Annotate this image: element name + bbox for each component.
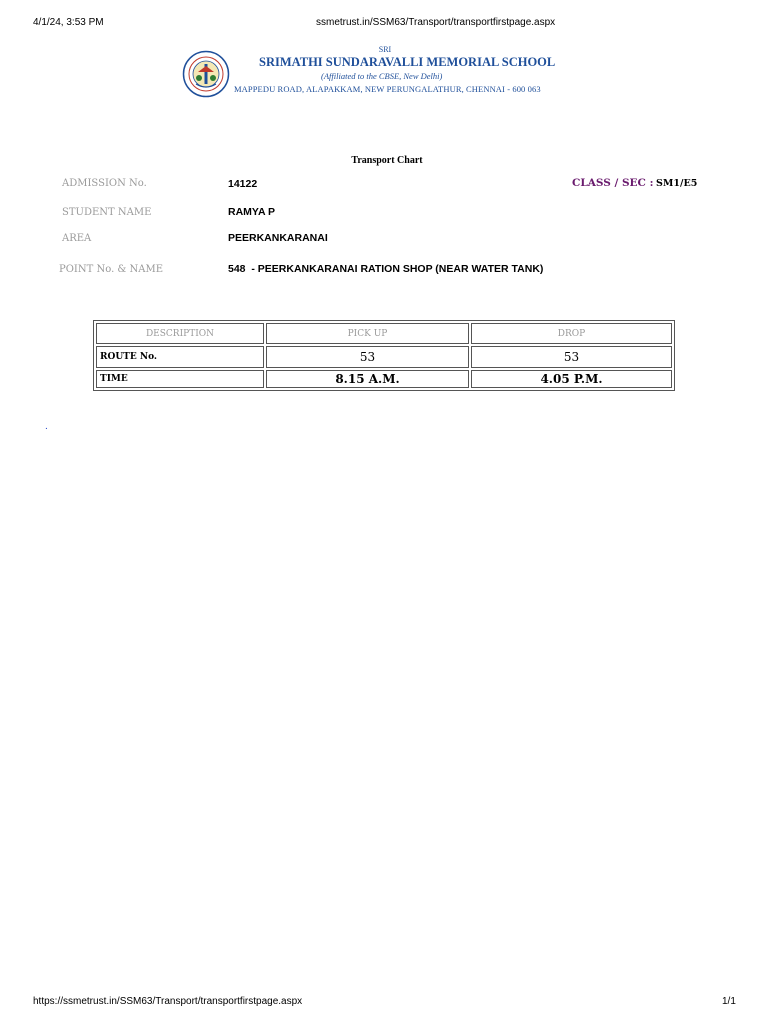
transport-table	[93, 320, 675, 391]
page-title: Transport Chart	[351, 155, 423, 166]
admission-value: 14122	[228, 178, 258, 190]
time-drop: 4.05 P.M.	[471, 370, 672, 388]
print-footer-url: https://ssmetrust.in/SSM63/Transport/transportfirstpage.aspx	[33, 996, 303, 1007]
time-label: TIME	[96, 370, 264, 388]
school-sri: SRI	[378, 45, 392, 54]
route-drop: 53	[471, 346, 672, 368]
student-name-label: STUDENT NAME	[62, 207, 152, 218]
student-name-value: RAMYA P	[228, 206, 276, 218]
school-logo-icon	[182, 50, 230, 98]
route-label: ROUTE No.	[96, 346, 264, 368]
table-row	[96, 370, 672, 388]
print-footer-page: 1/1	[722, 996, 736, 1007]
time-pickup: 8.15 A.M.	[266, 370, 469, 388]
table-header-row	[96, 323, 672, 344]
point-label: POINT No. & NAME	[59, 264, 164, 275]
table-row	[96, 346, 672, 368]
route-pickup: 53	[266, 346, 469, 368]
header-description: DESCRIPTION	[96, 323, 264, 344]
print-header-datetime: 4/1/24, 3:53 PM	[33, 17, 104, 28]
class-sec-value: SM1/E5	[656, 178, 698, 189]
point-value: 548 - PEERKANKARANAI RATION SHOP (NEAR WATER TANK)	[228, 263, 544, 275]
admission-label: ADMISSION No.	[62, 178, 147, 189]
dot-link[interactable]: .	[45, 421, 48, 432]
header-drop: DROP	[471, 323, 672, 344]
area-label: AREA	[62, 233, 92, 244]
school-address: MAPPEDU ROAD, ALAPAKKAM, NEW PERUNGALATHUR, CHENNAI - 600 063	[234, 84, 541, 94]
school-affiliation: (Affiliated to the CBSE, New Delhi)	[321, 71, 443, 81]
area-value: PEERKANKARANAI	[228, 232, 328, 244]
class-sec-label: CLASS / SEC :	[572, 177, 654, 189]
header-pickup: PICK UP	[266, 323, 469, 344]
school-name: SRIMATHI SUNDARAVALLI MEMORIAL SCHOOL	[259, 55, 556, 69]
print-header-url: ssmetrust.in/SSM63/Transport/transportfirstpage.aspx	[316, 17, 556, 28]
